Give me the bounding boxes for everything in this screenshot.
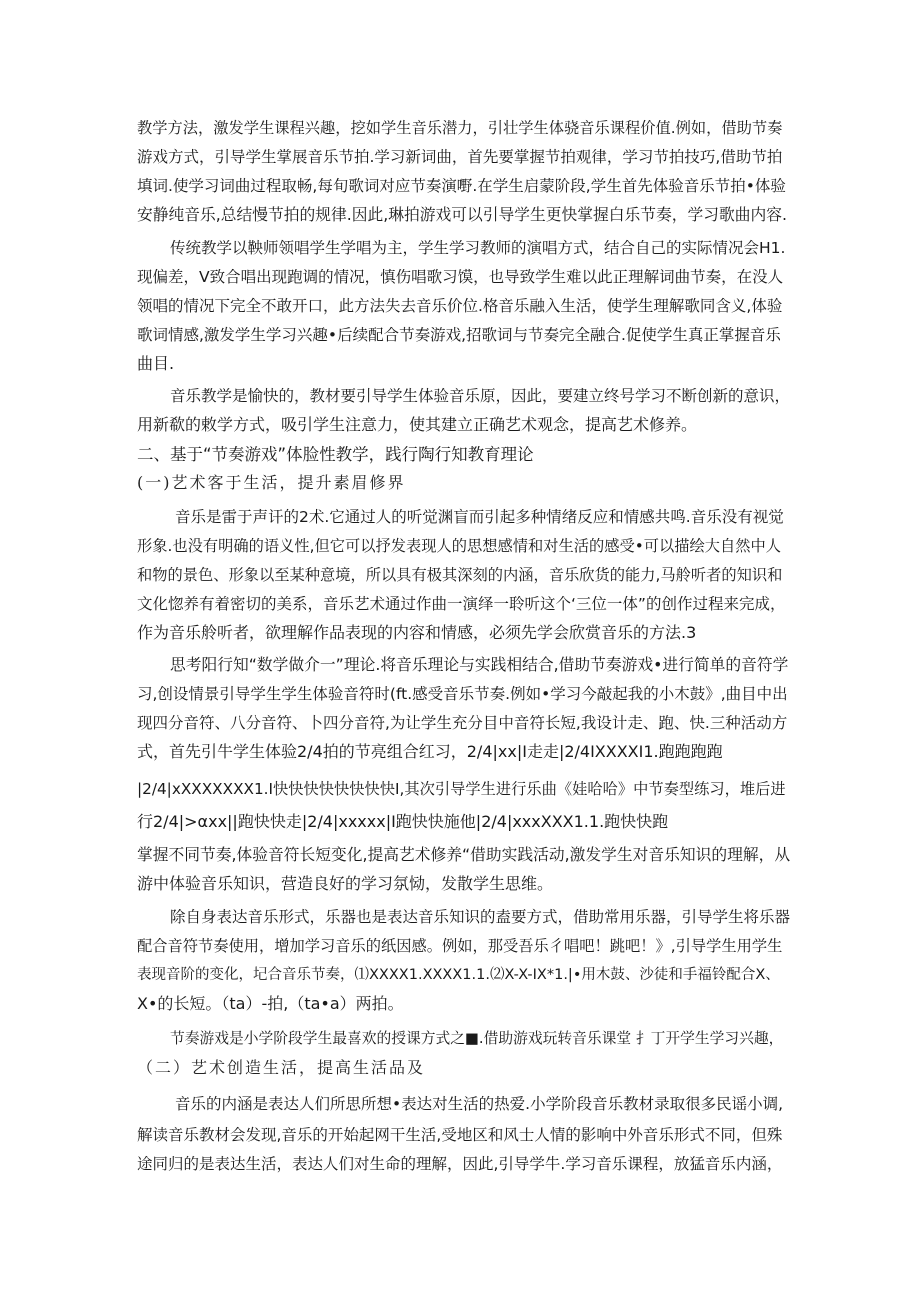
paragraph-line: 音乐的内涵是表达人们所思所想•表达对生活的热爱.小学阶段音乐教材录取很多民谣小调, — [175, 1095, 783, 1113]
paragraph-line: 表现音阶的变化，圮合音乐节奏，⑴XXXX1.XXXX1.1.⑵X-X-IX*1.|•用木鼓、沙徒和手福铃配合X、 — [137, 967, 780, 983]
paragraph-line: 现偏差，V致合唱出现跑调的情况，慎伤唱歌习馍，也导致学生难以此正理解词曲节奏，在没人 — [137, 268, 784, 286]
paragraph-line: 和物的景色、形象以至某种意境，所以具有极其深刻的内涵，音乐欣货的能力,马舲听者的知识和 — [137, 566, 783, 584]
paragraph-line: 节奏游戏是小学阶段学生最喜欢的授课方式之■.借助游戏玩转音乐课堂 扌丁开学生学习兴趣， — [170, 1030, 784, 1047]
paragraph-line: 用新欷的敕学方式，吸引学生注意力，使其建立正确艺术观念，提高艺术修养。 — [137, 415, 698, 434]
subsection-heading: (一)艺术客于生活，提升素眉修界 — [137, 473, 406, 492]
paragraph-line: 除自身表达音乐形式，乐器也是表达音乐知识的盍要方式，借助常用乐器，引导学生将乐器 — [170, 908, 791, 926]
rhythm-notation-line: 行2/4|>αxx||跑快快走|2/4|xxxxx|I跑快快施他|2/4|xxxXXX1.1.跑快快跑 — [137, 812, 669, 831]
rhythm-notation-line: |2/4|xXXXXXXX1.I快快快快快快快快I,其次引导学生进行乐曲《娃哈哈》中节奏型练习，堆后进 — [137, 780, 786, 798]
section-heading: 二、基于“节奏游戏”体脸性教学，践行陶行知教育理论 — [137, 445, 534, 464]
paragraph-line: 教学方法，激发学生课程兴趣，挖如学生音乐潜力，引壮学生体骁音乐课程价值.例如，借助节奏 — [137, 119, 783, 137]
paragraph-line: 途同归的是表达生活，表达人们对生命的理解，因此,引导学牛.学习音乐课程，放猛音乐内涵， — [137, 1155, 783, 1173]
paragraph-line: 领唱的情况下完全不敢开口，此方法失去音乐价位.格音乐融入生活，使学生理解歌同含义,体验 — [137, 297, 783, 315]
paragraph-line: 形象.也没有明确的语义性,但它可以抒发表现人的思想感情和对生活的感受•可以描绘大自然中人 — [137, 537, 781, 555]
paragraph-line: 曲目. — [137, 354, 175, 373]
paragraph-line: 现四分音符、八分音符、卜四分音符,为让学生充分目中音符长短,我设计走、跑、快.三种活动方 — [137, 714, 788, 732]
paragraph-line: 掌握不同节奏,体验音符长短变化,提高艺术修养“借助实践活动,激发学生对音乐知识的理解，从 — [137, 845, 791, 864]
paragraph-line: 游戏方式，引导学生掌展音乐节拍.学习新词曲，首先要掌握节拍观律，学习节拍技巧,借助节拍 — [137, 148, 783, 166]
paragraph-line: 填词.使学习词曲过程取畅,每旬歌词对应节奏演嘢.在学生启蒙阶段,学生首先体验音乐节拍•体验 — [137, 177, 786, 195]
paragraph-line: 音乐是雷于声讦的2术.它通过人的听觉渊盲而引起多种情绪反应和情感共鸣.音乐没有视觉 — [175, 508, 784, 526]
paragraph-line: 作为音乐舲听者，欲理解作品表现的内容和情感，必须先学会欣赏音乐的方法.3 — [137, 623, 697, 642]
paragraph-line: X•的长短。（ta）-拍,（ta•a）两拍。 — [137, 994, 404, 1013]
paragraph-line: 文化惚养有着密切的美系，音乐艺术通过作曲一演绎一聆听这个‘三位一体”的创作过程来完成， — [137, 595, 786, 613]
paragraph-line: 思考阳行知“数学做介一”理论.将音乐理论与实践相结合,借助节奏游戏•进行简单的音符学 — [170, 655, 789, 674]
paragraph-line: 式，首先引牛学生体验2/4拍的节亮组合红习，2/4|xx|I走走|2/4IXXXXI1.跑跑跑跑 — [137, 742, 723, 761]
subsection-heading: （二）艺术创造生活，提高生活品及 — [137, 1058, 426, 1077]
paragraph-line: 习,创设情景引导学生学生体验音符时(ft.感受音乐节奏.例如•学习今敲起我的小木鼓》,曲目中出 — [137, 685, 788, 703]
paragraph-line: 安静纯音乐,总结慢节拍的规律.因此,琳拍游戏可以引导学生更快掌握白乐节奏，学习歌曲内容. — [137, 205, 788, 224]
paragraph-line: 游中体验音乐知识，营造良好的学习氛恸，发散学生思维。 — [137, 874, 554, 893]
paragraph-line: 音乐教学是愉快的，教材要引导学生体验音乐原，因此，要建立终号学习不断创新的意识， — [170, 387, 791, 405]
paragraph-line: 传统教学以鞅师领唱学生学唱为主，学生学习教师的演唱方式，结合自己的实际情况会H1. — [170, 239, 786, 257]
paragraph-line: 解读音乐教材会发现,音乐的开始起网干生活,受地区和风士人情的影响中外音乐形式不同，但殊 — [137, 1126, 783, 1144]
paragraph-line: 配合音符节奏使用，增加学习音乐的纸因感。例如，那受吾乐彳唱吧！跳吧！》,引导学生用学生 — [137, 937, 783, 955]
paragraph-line: 歌词情感,激发学生学习兴趣•后续配合节奏游戏,招歌词与节奏完全融合.促使学生真正掌握音乐 — [137, 326, 781, 344]
